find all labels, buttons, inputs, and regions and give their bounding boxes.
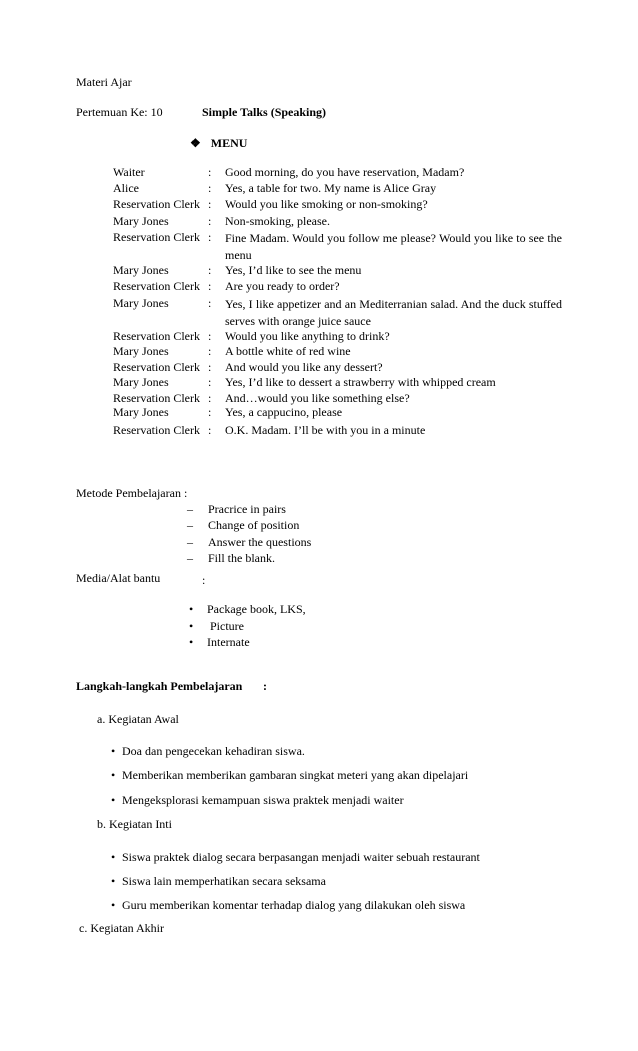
- dialog-speaker: Reservation Clerk: [113, 391, 200, 405]
- dialog-line: Non-smoking, please.: [225, 214, 330, 228]
- metode-item: Fill the blank.: [208, 551, 275, 565]
- kegiatan-awal-item: Mengeksplorasi kemampuan siswa praktek menjadi waiter: [122, 793, 404, 807]
- dialog-colon: :: [208, 375, 212, 389]
- metode-item: Change of position: [208, 518, 300, 532]
- dash-bullet-icon: –: [187, 535, 193, 549]
- bullet-icon: •: [189, 602, 194, 616]
- dialog-speaker: Reservation Clerk: [113, 423, 200, 437]
- dash-bullet-icon: –: [187, 518, 193, 532]
- dialog-speaker: Reservation Clerk: [113, 230, 200, 244]
- materi-ajar-label: Materi Ajar: [76, 75, 132, 89]
- dialog-colon: :: [208, 344, 212, 358]
- kegiatan-inti-item: Guru memberikan komentar terhadap dialog yang dilakukan oleh siswa: [122, 898, 466, 912]
- dialog-line: And would you like any dessert?: [225, 360, 383, 374]
- menu-heading: [190, 136, 247, 150]
- langkah-colon: :: [263, 679, 267, 693]
- dash-bullet-icon: –: [187, 551, 193, 565]
- dialog-speaker: Reservation Clerk: [113, 197, 200, 211]
- dialog-colon: :: [208, 214, 212, 228]
- media-item: Internate: [207, 635, 250, 649]
- media-colon: :: [202, 573, 206, 587]
- dialog-colon: :: [208, 197, 212, 211]
- dialog-colon: :: [208, 405, 212, 419]
- dialog-speaker: Mary Jones: [113, 344, 169, 358]
- media-label: Media/Alat bantu: [76, 571, 161, 585]
- bullet-icon: •: [111, 793, 116, 807]
- dialog-line: Yes, I’d like to see the menu: [225, 263, 362, 277]
- dialog-line: Good morning, do you have reservation, Madam?: [225, 165, 465, 179]
- dialog-line: Would you like anything to drink?: [225, 329, 390, 343]
- dialog-line: A bottle white of red wine: [225, 344, 351, 358]
- kegiatan-awal-item: Doa dan pengecekan kehadiran siswa.: [122, 744, 305, 758]
- dialog-colon: :: [208, 230, 212, 244]
- kegiatan-inti-item: Siswa lain memperhatikan secara seksama: [122, 874, 326, 888]
- dialog-speaker: Reservation Clerk: [113, 360, 200, 374]
- dialog-colon: :: [208, 263, 212, 277]
- kegiatan-akhir-title: c. Kegiatan Akhir: [79, 921, 164, 935]
- bullet-icon: •: [111, 768, 116, 782]
- bullet-icon: •: [189, 619, 194, 633]
- dialog-line: Are you ready to order?: [225, 279, 340, 293]
- dialog-line: Yes, I like appetizer and an Mediterranian salad. And the duck stuffed serves with orange juice sauce: [225, 297, 562, 328]
- topic-title: Simple Talks (Speaking): [202, 105, 327, 119]
- dialog-colon: :: [208, 165, 212, 179]
- menu-label: MENU: [210, 136, 248, 150]
- kegiatan-inti-title: b. Kegiatan Inti: [97, 817, 172, 831]
- dialog-colon: :: [208, 329, 212, 343]
- kegiatan-inti-item: Siswa praktek dialog secara berpasangan menjadi waiter sebuah restaurant: [122, 850, 480, 864]
- dialog-speaker: Mary Jones: [113, 214, 169, 228]
- dialog-speaker: Mary Jones: [113, 405, 169, 419]
- dialog-speaker: Reservation Clerk: [113, 329, 200, 343]
- dialog-speaker: Mary Jones: [113, 375, 169, 389]
- dash-bullet-icon: –: [187, 502, 193, 516]
- kegiatan-awal-title: a. Kegiatan Awal: [97, 712, 179, 726]
- bullet-icon: •: [111, 898, 116, 912]
- bullet-icon: •: [189, 635, 194, 649]
- bullet-icon: •: [111, 744, 116, 758]
- dialog-colon: :: [208, 181, 212, 195]
- pertemuan-label: Pertemuan Ke: 10: [76, 105, 163, 119]
- media-item: Package book, LKS,: [207, 602, 306, 616]
- dialog-line: Would you like smoking or non-smoking?: [225, 197, 428, 211]
- dialog-speaker: Waiter: [113, 165, 145, 179]
- dialog-line: Yes, a table for two. My name is Alice Gray: [225, 181, 437, 195]
- dialog-speaker: Mary Jones: [113, 296, 169, 310]
- dialog-colon: :: [208, 360, 212, 374]
- dialog-speaker: Mary Jones: [113, 263, 169, 277]
- dialog-line: And…would you like something else?: [225, 391, 410, 405]
- dialog-colon: :: [208, 279, 212, 293]
- dialog-colon: :: [208, 391, 212, 405]
- metode-label: Metode Pembelajaran :: [76, 486, 188, 500]
- langkah-heading: Langkah-langkah Pembelajaran: [76, 679, 243, 693]
- dialog-speaker: Reservation Clerk: [113, 279, 200, 293]
- metode-item: Answer the questions: [208, 535, 312, 549]
- media-item: Picture: [210, 619, 244, 633]
- dialog-colon: :: [208, 423, 212, 437]
- metode-item: Pracrice in pairs: [208, 502, 286, 516]
- dialog-speaker: Alice: [113, 181, 139, 195]
- diamond-bullet-icon: ❖: [190, 136, 201, 150]
- bullet-icon: •: [111, 874, 116, 888]
- dialog-line: Fine Madam. Would you follow me please? Would you like to see the menu: [225, 231, 562, 262]
- dialog-line: O.K. Madam. I’ll be with you in a minute: [225, 423, 426, 437]
- kegiatan-awal-item: Memberikan memberikan gambaran singkat meteri yang akan dipelajari: [122, 768, 469, 782]
- dialog-line: Yes, I’d like to dessert a strawberry with whipped cream: [225, 375, 496, 389]
- bullet-icon: •: [111, 850, 116, 864]
- dialog-colon: :: [208, 296, 212, 310]
- dialog-line: Yes, a cappucino, please: [225, 405, 343, 419]
